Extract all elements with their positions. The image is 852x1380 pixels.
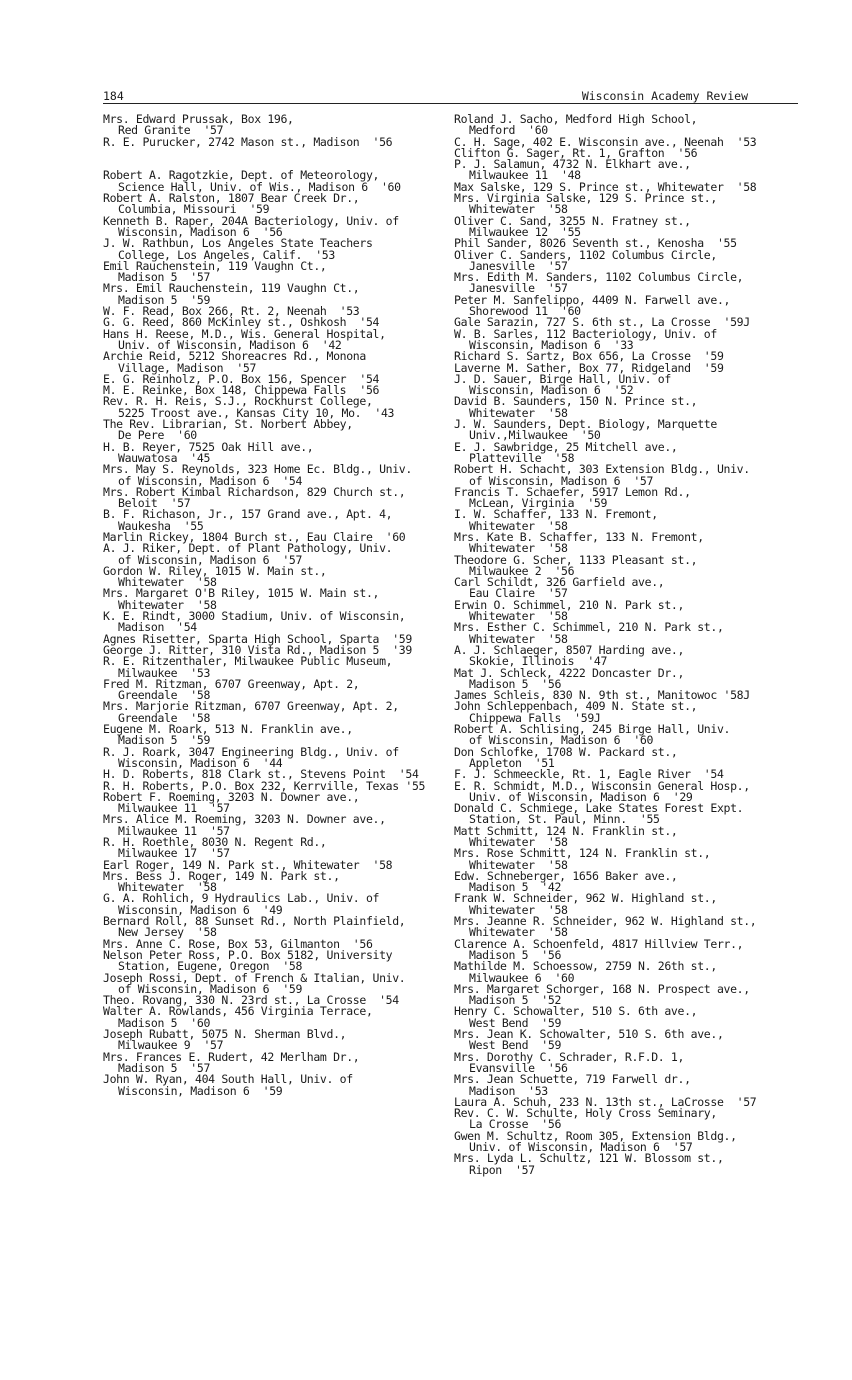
entry-line: Robert A. Ragotzkie, Dept. of Meteorology,: [103, 168, 380, 183]
directory-entry: [103, 1074, 443, 1097]
directory-entry: [454, 247, 794, 273]
directory-entry: [454, 419, 794, 442]
entry-line: Marlin Rickey, 1804 Burch st., Eau Claire '60: [103, 529, 406, 544]
entry-line: Oliver C. Sanders, 1102 Columbus Circle,: [454, 247, 717, 262]
directory-entry: [454, 114, 794, 137]
entry-line: Mrs. Edith M. Sanders, 1102 Columbus Circle,: [454, 270, 744, 285]
entry-continuation-line: Waukesha '55: [118, 518, 204, 533]
directory-entry: [103, 543, 443, 566]
entry-line: Francis T. Schaefer, 5917 Lemon Rd.,: [454, 484, 691, 499]
entry-line: Mat J. Schleck, 4222 Doncaster Dr.,: [454, 665, 685, 680]
entry-line: Joseph Rossi, Dept. of French & Italian, Univ.: [103, 970, 406, 985]
entry-continuation-line: Milwaukee 11 '57: [118, 823, 230, 838]
entry-line: R. H. Roberts, P.O. Box 232, Kerrville, Texas '55: [103, 778, 426, 793]
directory-entry: [454, 1108, 794, 1131]
entry-continuation-line: Madison 5 '56: [469, 947, 562, 962]
entry-continuation-line: Science Hall, Univ. of Wis., Madison 6 '60: [118, 179, 401, 194]
entry-continuation-line: Appleton '51: [469, 755, 555, 770]
entry-line: Gale Sarazin, 727 S. 6th st., La Crosse '59J: [454, 315, 750, 330]
entry-continuation-line: Univ. of Wisconsin, Madison 6 '42: [118, 337, 342, 352]
entry-line: Rev. C. W. Schulte, Holy Cross Seminary,: [454, 1106, 717, 1121]
entry-line: H. B. Reyer, 7525 Oak Hill ave.,: [103, 439, 314, 454]
entry-line: Mrs. May S. Reynolds, 323 Home Ec. Bldg., Univ.: [103, 462, 412, 477]
entry-line: Mrs. Kate B. Schaffer, 133 N. Fremont,: [454, 529, 704, 544]
entry-continuation-line: Whitewater '58: [118, 597, 217, 612]
directory-entry: [103, 970, 443, 996]
entry-line: Mrs. Frances E. Rudert, 42 Merlham Dr.,: [103, 1049, 360, 1064]
directory-entry: [103, 676, 443, 703]
entry-continuation-line: McLean, Virginia '59: [469, 496, 608, 511]
entry-line: Robert A. Ralston, 1807 Bear Creek Dr.,: [103, 191, 360, 206]
entry-continuation-line: Greendale '58: [118, 710, 211, 725]
entry-line: Peter M. Sanfelippo, 4409 N. Farwell ave.,: [454, 292, 731, 307]
directory-entry: [454, 529, 794, 556]
entry-line: Laverne M. Sather, Box 77, Ridgeland '59: [454, 360, 724, 375]
directory-entry: [103, 419, 443, 442]
directory-entry: [103, 893, 443, 916]
directory-entry: [103, 238, 443, 261]
directory-entry: [454, 778, 794, 804]
entry-line: Mrs. Jean K. Schowalter, 510 S. 6th ave.,: [454, 1027, 724, 1042]
entry-continuation-line: Wisconsin, Madison 6 '56: [118, 224, 283, 239]
entry-line: Mrs. Dorothy C. Schrader, R.F.D. 1,: [454, 1049, 685, 1064]
entry-line: F. J. Schmeeckle, Rt. 1, Eagle River '54: [454, 767, 724, 782]
entry-line: Mrs. Rose Schmitt, 124 N. Franklin st.,: [454, 846, 711, 861]
entry-continuation-line: Univ. of Wisconsin, Madison 6 '29: [469, 789, 693, 804]
entry-line: Clarence A. Schoenfeld, 4817 Hillview Terr.,: [454, 936, 744, 951]
entry-line: Robert F. Roeming, 3203 N. Downer ave.,: [103, 789, 360, 804]
directory-entry: [454, 848, 794, 871]
section-gap: [103, 148, 443, 171]
entry-continuation-line: Madison 5 '56: [469, 676, 562, 691]
page-number: 184: [103, 89, 124, 103]
entry-continuation-line: Wisconsin, Madison 6 '33: [469, 337, 634, 352]
directory-entry: [103, 916, 443, 939]
directory-entry: [103, 837, 443, 860]
entry-line: Mrs. Robert Kimbal Richardson, 829 Church st.,: [103, 484, 406, 499]
entry-continuation-line: Village, Madison '57: [118, 360, 257, 375]
entry-line: Phil Sander, 8026 Seventh st., Kenosha '55: [454, 236, 737, 251]
entry-line: M. E. Reinke, Box 148, Chippewa Falls '56: [103, 383, 380, 398]
directory-entry: [454, 292, 794, 319]
entry-continuation-line: of Wisconsin, Madison 6 '60: [469, 733, 654, 748]
directory-entry: [454, 396, 794, 419]
entry-continuation-line: Whitewater '58: [469, 609, 568, 624]
entry-continuation-line: Madison 5 '60: [118, 1015, 211, 1030]
entry-line: Robert H. Schacht, 303 Extension Bldg., Univ.: [454, 462, 750, 477]
entry-line: J. W. Saunders, Dept. Biology, Marquette: [454, 417, 717, 432]
entry-line: Emil Rauchenstein, 119 Vaughn Ct.,: [103, 258, 327, 273]
entry-line: B. F. Richason, Jr., 157 Grand ave., Apt. 4,: [103, 507, 393, 522]
entry-line: Gordon W. Riley, 1015 W. Main st.,: [103, 563, 327, 578]
entry-line: Mrs. Edward Prussak, Box 196,: [103, 112, 294, 126]
entry-line: Edw. Schneberger, 1656 Baker ave.,: [454, 868, 678, 883]
directory-entry: [103, 588, 443, 611]
directory-entry: [454, 552, 794, 578]
directory-entry: [454, 326, 794, 352]
directory-entry: [103, 563, 443, 590]
entry-line: Theo. Rovang, 330 N. 23rd st., La Crosse '54: [103, 993, 399, 1008]
directory-entry: [103, 351, 443, 374]
entry-line: Gwen M. Schultz, Room 305, Extension Bldg.,: [454, 1128, 737, 1143]
entry-continuation-line: Beloit '57: [118, 496, 191, 511]
directory-entry: [103, 701, 443, 724]
entry-continuation-line: Milwaukee 2 '56: [469, 563, 575, 578]
directory-entry: [103, 1049, 443, 1075]
entry-continuation-line: De Pere '60: [118, 428, 197, 443]
entry-line: John Schleppenbach, 409 N. State st.,: [454, 699, 698, 714]
entry-continuation-line: 5225 Troost ave., Kansas City 10, Mo. '43: [118, 405, 395, 420]
entry-continuation-line: Chippewa Falls '59J: [469, 710, 601, 725]
entry-continuation-line: of Wisconsin, Madison 6 '57: [469, 473, 654, 488]
directory-entry: [103, 439, 443, 465]
entry-continuation-line: of Wisconsin, Madison 6 '59: [118, 981, 303, 996]
directory-entry: [454, 439, 794, 465]
entry-continuation-line: Madison 5 '52: [469, 993, 562, 1008]
entry-line: Carl Schildt, 326 Garfield ave.,: [454, 575, 665, 590]
entry-continuation-line: Whitewater '58: [118, 880, 217, 895]
directory-entry: [103, 947, 443, 974]
directory-entry: [103, 396, 443, 419]
entry-continuation-line: Milwaukee 11 '48: [469, 168, 581, 183]
directory-entry: [454, 577, 794, 600]
directory-entry: [103, 789, 443, 816]
entry-continuation-line: Medford '60: [469, 123, 548, 138]
entry-line: Eugene M. Roark, 513 N. Franklin ave.,: [103, 722, 353, 737]
directory-entry: [454, 1074, 794, 1097]
entry-line: Walter A. Rowlands, 456 Virginia Terrace,: [103, 1004, 373, 1019]
entry-line: Theodore G. Scher, 1133 Pleasant st.,: [454, 552, 698, 567]
entry-line: Matt Schmitt, 124 N. Franklin st.,: [454, 823, 678, 838]
directory-entry: [103, 326, 443, 352]
entry-continuation-line: Wisconsin, Madison 6 '49: [118, 902, 283, 917]
directory-entry: [454, 159, 794, 182]
entry-line: R. E. Ritzenthaler, Milwaukee Public Museum,: [103, 654, 393, 669]
directory-entry: [454, 1128, 794, 1155]
entry-line: E. R. Schmidt, M.D., Wisconsin General Hosp.,: [454, 778, 750, 793]
right-column: [454, 114, 794, 1176]
entry-continuation-line: Red Granite '57: [118, 123, 224, 138]
entry-line: John W. Ryan, 404 South Hall, Univ. of: [103, 1072, 353, 1087]
directory-entry: [103, 744, 443, 770]
directory-entry: [454, 272, 794, 295]
entry-line: E. G. Reinholz, P.O. Box 156, Spencer '54: [103, 371, 380, 386]
entry-line: Mrs. Jean Schuette, 719 Farwell dr.,: [454, 1072, 691, 1087]
directory-entry: [454, 484, 794, 511]
entry-continuation-line: Milwaukee 9 '57: [118, 1038, 224, 1053]
directory-entry: [454, 961, 794, 984]
entry-line: Mrs. Margaret Schorger, 168 N. Prospect ave.,: [454, 981, 750, 996]
entry-continuation-line: West Bend '59: [469, 1038, 562, 1053]
entry-line: A. J. Riker, Dept. of Plant Pathology, Univ.: [103, 541, 393, 556]
entry-line: Mrs. Esther C. Schimmel, 210 N. Park st.,: [454, 620, 724, 635]
entry-continuation-line: La Crosse '56: [469, 1117, 562, 1132]
entry-continuation-line: Wauwatosa '45: [118, 450, 211, 465]
directory-entry: [103, 283, 443, 306]
entry-continuation-line: College, Los Angeles, Calif. '53: [118, 247, 335, 262]
entry-line: H. D. Roberts, 818 Clark st., Stevens Point '54: [103, 767, 419, 782]
entry-line: E. J. Sawbridge, 25 Mitchell ave.,: [454, 439, 678, 454]
directory-entry: [103, 114, 443, 137]
entry-continuation-line: Madison 5 '59: [118, 733, 211, 748]
directory-entry: [454, 622, 794, 645]
directory-entry: [454, 193, 794, 216]
directory-entry: [454, 701, 794, 724]
entry-continuation-line: Skokie, Illinois '47: [469, 654, 608, 669]
page-header: [103, 89, 798, 103]
journal-title: Wisconsin Academy Review: [581, 89, 748, 103]
entry-line: Oliver C. Sand, 3255 N. Fratney st.,: [454, 213, 691, 228]
entry-line: G. A. Rohlich, 9 Hydraulics Lab., Univ. of: [103, 891, 380, 906]
entry-continuation-line: Whitewater '58: [469, 925, 568, 940]
directory-entry: [103, 213, 443, 239]
entry-continuation-line: Whitewater '58: [469, 902, 568, 917]
directory-entry: [454, 893, 794, 916]
entry-line: Mathilde M. Schoessow, 2759 N. 26th st.,: [454, 959, 717, 974]
entry-line: Erwin O. Schimmel, 210 N. Park st.,: [454, 597, 685, 612]
entry-line: Don Schlofke, 1708 W. Packard st.,: [454, 744, 678, 759]
entry-continuation-line: Janesville '57: [469, 281, 568, 296]
entry-continuation-line: Eau Claire '57: [469, 586, 568, 601]
entry-line: David B. Saunders, 150 N. Prince st.,: [454, 394, 698, 409]
entry-line: Frank W. Schneider, 962 W. Highland st.,: [454, 891, 717, 906]
entry-line: Mrs. Anne C. Rose, Box 53, Gilmanton '56: [103, 936, 373, 951]
directory-entry: [454, 803, 794, 826]
entry-line: R. J. Roark, 3047 Engineering Bldg., Univ. of: [103, 744, 399, 759]
entry-line: The Rev. Librarian, St. Norbert Abbey,: [103, 417, 353, 432]
entry-continuation-line: Madison 5 '59: [118, 292, 211, 307]
entry-continuation-line: New Jersey '58: [118, 925, 217, 940]
directory-entry: [103, 170, 443, 193]
directory-entry: [454, 1006, 794, 1029]
directory-entry: [103, 724, 443, 747]
entry-continuation-line: Whitewater '58: [118, 575, 217, 590]
entry-line: Henry C. Schowalter, 510 S. 6th ave.,: [454, 1004, 698, 1019]
entry-line: Roland J. Sacho, Medford High School,: [454, 112, 698, 126]
directory-entry: [454, 509, 794, 532]
entry-line: Rev. R. H. Reis, S.J., Rockhurst College,: [103, 394, 373, 409]
left-column: [103, 114, 443, 1097]
directory-entry: [103, 656, 443, 679]
entry-line: Bernard Roll, 88 Sunset Rd., North Plainfield,: [103, 914, 406, 929]
entry-continuation-line: West Bend '59: [469, 1015, 562, 1030]
entry-continuation-line: Wisconsin, Madison 6 '44: [118, 755, 283, 770]
entry-line: Mrs. Marjorie Ritzman, 6707 Greenway, Apt. 2,: [103, 699, 399, 714]
directory-entry: [103, 464, 443, 487]
entry-line: G. G. Reed, 860 McKinley st., Oshkosh '54: [103, 315, 380, 330]
entry-line: Agnes Risetter, Sparta High School, Sparta '59: [103, 631, 412, 646]
entry-line: I. W. Schaffer, 133 N. Fremont,: [454, 507, 658, 522]
entry-line: Laura A. Schuh, 233 N. 13th st., LaCrosse '57: [454, 1094, 757, 1109]
entry-line: Mrs. Lyda L. Schultz, 121 W. Blossom st.,: [454, 1151, 724, 1166]
directory-entry: [454, 642, 794, 669]
entry-continuation-line: Madison 5 '57: [118, 1060, 211, 1075]
entry-continuation-line: Greendale '58: [118, 688, 211, 703]
entry-line: Richard S. Sartz, Box 656, La Crosse '59: [454, 349, 724, 364]
entry-line: J. D. Sauer, Birge Hall, Univ. of: [454, 371, 671, 386]
entry-line: K. E. Rindt, 3000 Stadium, Univ. of Wisconsin,: [103, 609, 406, 624]
directory-entry: [103, 134, 443, 149]
entry-continuation-line: Whitewater '58: [469, 631, 568, 646]
entry-continuation-line: Madison '54: [118, 620, 197, 635]
entry-continuation-line: Platteville '58: [469, 450, 575, 465]
directory-entry: [103, 193, 443, 216]
entry-continuation-line: of Wisconsin, Madison 6 '54: [118, 473, 303, 488]
entry-line: W. B. Sarles, 112 Bacteriology, Univ. of: [454, 326, 717, 341]
entry-line: Joseph Rubatt, 5075 N. Sherman Blvd.,: [103, 1027, 347, 1042]
entry-continuation-line: Shorewood 11 '60: [469, 304, 581, 319]
entry-line: Earl Roger, 149 N. Park st., Whitewater '58: [103, 857, 393, 872]
entry-line: Nelson Peter Ross, P.O. Box 5182, University: [103, 947, 393, 962]
entry-line: Mrs. Emil Rauchenstein, 119 Vaughn Ct.,: [103, 281, 360, 296]
entry-line: George J. Ritter, 310 Vista Rd., Madison 5 '39: [103, 642, 412, 657]
entry-line: Donald C. Schmiege, Lake States Forest Expt.: [454, 801, 744, 816]
entry-continuation-line: Milwaukee 17 '57: [118, 846, 230, 861]
entry-continuation-line: Janesville '57: [469, 258, 568, 273]
entry-line: R. E. Purucker, 2742 Mason st., Madison '56: [103, 134, 393, 149]
directory-entry: [454, 597, 794, 624]
directory-entry: [454, 1029, 794, 1052]
entry-continuation-line: Evansville '56: [469, 1060, 568, 1075]
entry-line: Max Salske, 129 S. Prince st., Whitewater '58: [454, 179, 757, 194]
entry-continuation-line: Milwaukee 11 '57: [118, 801, 230, 816]
entry-continuation-line: Whitewater '58: [469, 541, 568, 556]
entry-line: Mrs. Virginia Salske, 129 S. Prince st.,: [454, 191, 717, 206]
directory-entry: [103, 258, 443, 285]
entry-continuation-line: Milwaukee 12 '55: [469, 224, 581, 239]
entry-continuation-line: of Wisconsin, Madison 6 '57: [118, 552, 303, 567]
entry-line: Archie Reid, 5212 Shoreacres Rd., Monona: [103, 349, 366, 364]
entry-continuation-line: Wisconsin, Madison 6 '52: [469, 383, 634, 398]
directory-entry: [103, 814, 443, 837]
entry-continuation-line: Univ. of Wisconsin, Madison 6 '57: [469, 1140, 693, 1155]
entry-continuation-line: Station, St. Paul, Minn. '55: [469, 812, 660, 827]
directory-entry: [454, 744, 794, 770]
entry-continuation-line: Whitewater '58: [469, 857, 568, 872]
entry-line: J. W. Rathbun, Los Angeles State Teachers: [103, 236, 373, 251]
entry-continuation-line: Madison 5 '57: [118, 270, 211, 285]
directory-entry: [103, 611, 443, 634]
entry-continuation-line: Ripon '57: [469, 1162, 535, 1177]
header-rule: [103, 103, 798, 104]
directory-entry: [454, 371, 794, 398]
entry-continuation-line: Whitewater '58: [469, 202, 568, 217]
entry-line: Mrs. Alice M. Roeming, 3203 N. Downer ave.,: [103, 812, 386, 827]
directory-entry: [454, 464, 794, 487]
entry-line: Mrs. Margaret O'B Riley, 1015 W. Main st.,: [103, 586, 380, 601]
entry-continuation-line: Station, Eugene, Oregon '58: [118, 959, 303, 974]
entry-line: Mrs. Bess J. Roger, 149 N. Park st.,: [103, 868, 340, 883]
directory-entry: [103, 1006, 443, 1029]
directory-entry: [454, 213, 794, 239]
directory-entry: [454, 936, 794, 962]
directory-entry: [454, 1153, 794, 1176]
directory-entry: [454, 665, 794, 691]
entry-continuation-line: Univ.,Milwaukee '50: [469, 428, 601, 443]
directory-entry: [103, 868, 443, 895]
entry-continuation-line: Milwaukee '53: [118, 665, 211, 680]
entry-continuation-line: Whitewater '58: [469, 518, 568, 533]
directory-entry: [454, 1049, 794, 1075]
entry-line: P. J. Salamun, 4732 N. Elkhart ave.,: [454, 157, 691, 172]
entry-continuation-line: Madison 5 '42: [469, 880, 562, 895]
entry-continuation-line: Madison '53: [469, 1083, 548, 1098]
entry-line: A. J. Schlaeger, 8507 Harding ave.,: [454, 642, 685, 657]
entry-line: Clifton G. Sager, Rt. 1, Grafton '56: [454, 145, 698, 160]
entry-continuation-line: Columbia, Missouri '59: [118, 202, 270, 217]
entry-line: Robert A. Schlising, 245 Birge Hall, Univ.: [454, 722, 731, 737]
directory-entry: [454, 981, 794, 1008]
entry-continuation-line: Milwaukee 6 '60: [469, 970, 575, 985]
entry-continuation-line: Wisconsin, Madison 6 '59: [118, 1083, 283, 1098]
entry-line: C. H. Sage, 402 E. Wisconsin ave., Neenah '53: [454, 134, 757, 149]
entry-line: Fred M. Ritzman, 6707 Greenway, Apt. 2,: [103, 676, 360, 691]
directory-entry: [103, 509, 443, 532]
directory-entry: [103, 1029, 443, 1052]
entry-line: R. H. Roethle, 8030 N. Regent Rd.,: [103, 835, 327, 849]
entry-line: Kenneth B. Raper, 204A Bacteriology, Univ. of: [103, 213, 399, 228]
entry-line: W. F. Read, Box 266, Rt. 2, Neenah '53: [103, 304, 360, 319]
entry-continuation-line: Whitewater '58: [469, 405, 568, 420]
entry-continuation-line: Whitewater '58: [469, 835, 568, 849]
entry-line: Hans H. Reese, M.D., Wis. General Hospital,: [103, 326, 386, 341]
directory-entry: [454, 724, 794, 747]
directory-entry: [454, 823, 794, 849]
entry-line: Mrs. Jeanne R. Schneider, 962 W. Highland st.,: [454, 914, 757, 929]
directory-entry: [454, 916, 794, 939]
directory-entry: [454, 868, 794, 895]
entry-line: James Schleis, 830 N. 9th st., Manitowoc '58J: [454, 688, 750, 703]
directory-entry: [103, 484, 443, 511]
